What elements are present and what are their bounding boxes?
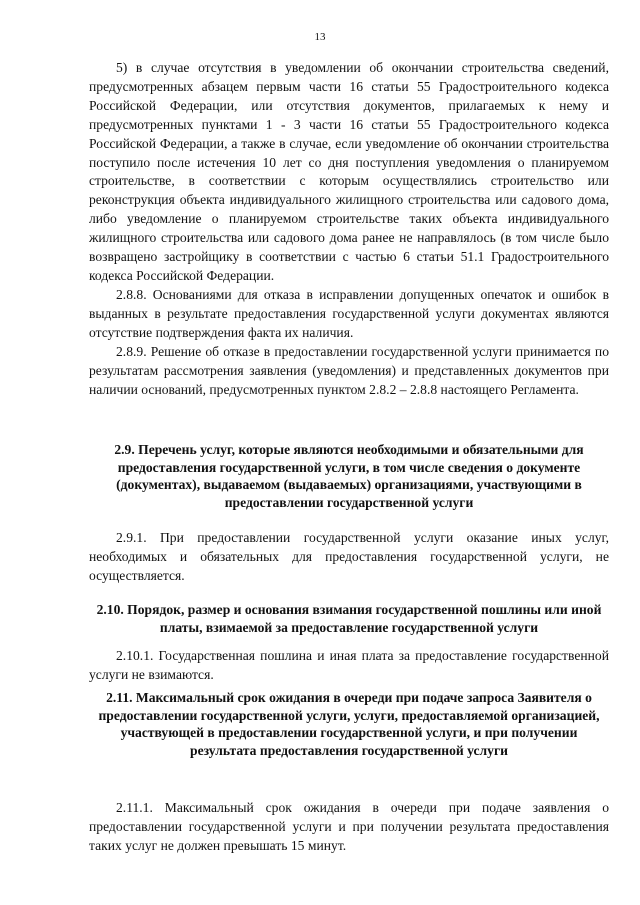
paragraph-2-9-1: 2.9.1. При предоставлении государственной услуги оказание иных услуг, необходимых и обязательных для предоставления государственной услуги, не осуществляется. [89,530,609,583]
paragraph-2-8-9: 2.8.9. Решение об отказе в предоставлении государственной услуги принимается по результатам рассмотрения заявления (уведомления) и представленных документов при наличии оснований, предусмотренных пунктом 2.8.2 – 2.8.8 настоящего Регламента. [89,344,609,397]
paragraph-2-11-1: 2.11.1. Максимальный срок ожидания в очереди при подаче заявления о предоставлении государственной услуги и при получении результата предоставления таких услуг не должен превышать 15 минут. [89,800,609,853]
paragraph-2-8-8: 2.8.8. Основаниями для отказа в исправлении допущенных опечаток и ошибок в выданных в результате предоставления государственной услуги документах являются отсутствие подтверждения факта их наличия. [89,287,609,340]
section-heading-2-9: 2.9. Перечень услуг, которые являются необходимыми и обязательными для предоставления государственной услуги, в том числе сведения о документе (документах), выдаваемом (выдаваемых) организациями, участвующими в предоставлении государственной услуги [114,442,584,510]
page-number: 13 [314,31,326,43]
section-heading-2-11: 2.11. Максимальный срок ожидания в очереди при подаче запроса Заявителя о предоставлении государственной услуги, услуги, предоставляемой организацией, участвующей в предоставлении государственной услуги, и при получении результата предоставления государственной услуги [98,690,600,758]
paragraph-2-10-1: 2.10.1. Государственная пошлина и иная плата за предоставление государственной услуги не взимаются. [89,648,609,682]
section-heading-2-10: 2.10. Порядок, размер и основания взимания государственной пошлины или иной платы, взимаемой за предоставление государственной услуги [96,602,602,635]
paragraph-item-5: 5) в случае отсутствия в уведомлении об окончании строительства сведений, предусмотренных абзацем первым части 16 статьи 55 Градостроительного кодекса Российской Федерации, или отсутствия документов, прилагаемых к нему и предусмотренных пунктами 1 - 3 части 16 статьи 55 Градостроительного кодекса Российской Федерации, а также в случае, если уведомление об окончании строительства поступило после истечения 10 лет со дня поступления уведомления о планируемом строительстве, в соответствии с которым осуществлялись строительство или реконструкция объекта индивидуального жилищного строительства или садового дома, либо уведомление о планируемом строительстве таких объекта индивидуального жилищного строительства или садового дома ранее не направлялось (в том числе было возвращено застройщику в соответствии с частью 6 статьи 51.1 Градостроительного кодекса Российской Федерации. [89,60,609,283]
